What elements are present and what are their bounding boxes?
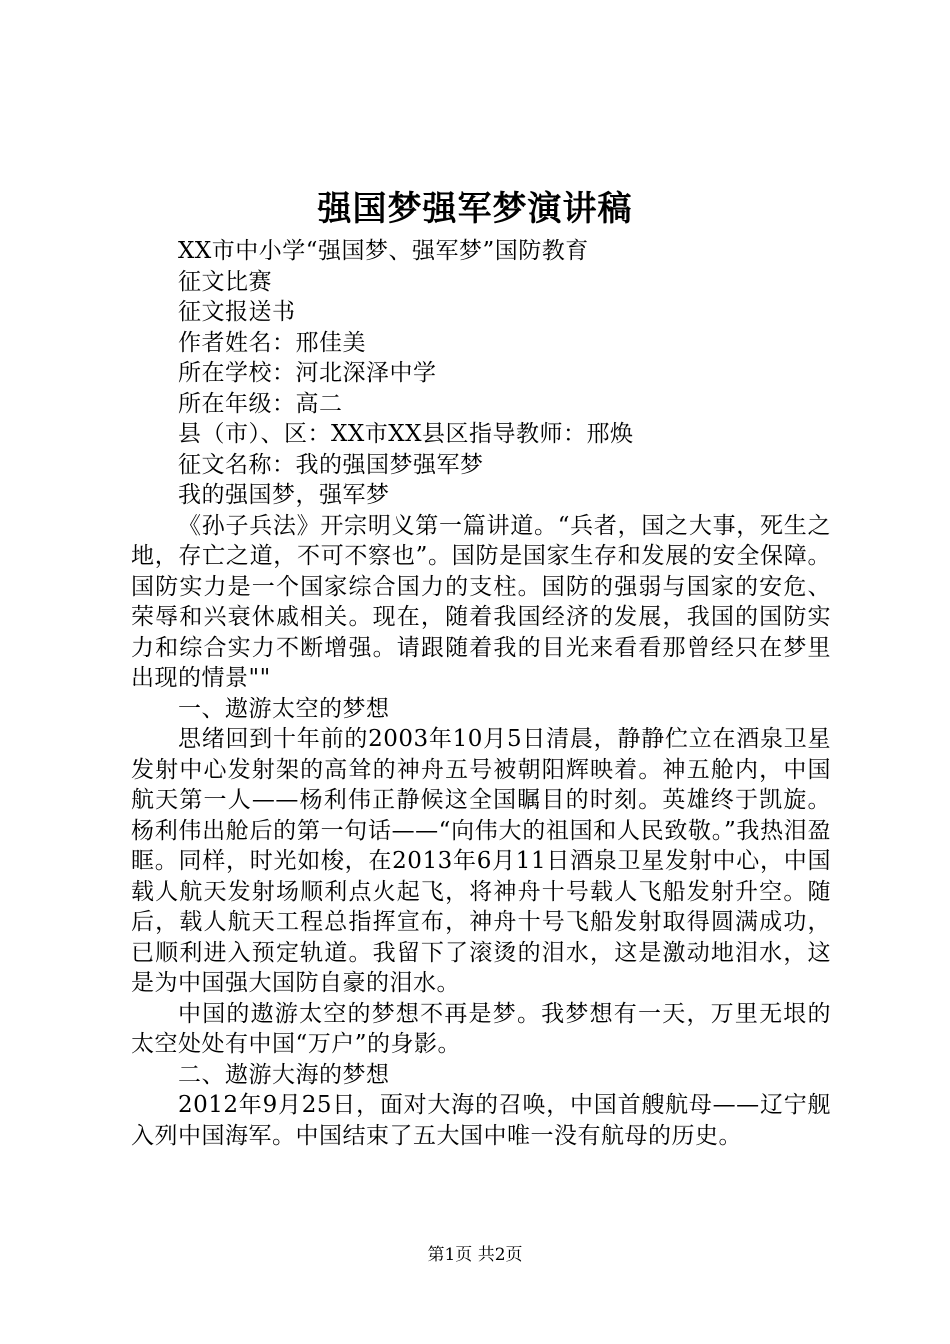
header-line-contest: 征文比赛	[178, 268, 272, 295]
header-line-school: 所在学校：河北深泽中学	[178, 360, 437, 386]
header-line-essay-name: 征文名称：我的强国梦强军梦	[178, 451, 484, 478]
header-line-submission: 征文报送书	[178, 299, 296, 325]
header-line-grade: 所在年级：高二	[178, 390, 343, 417]
header-line-subtitle: 我的强国梦，强军梦	[178, 482, 390, 508]
section-heading-space: 一、遨游太空的梦想	[178, 695, 390, 722]
paragraph-intro: 《孙子兵法》开宗明义第一篇讲道。“兵者，国之大事，死生之地，存亡之道，不可不察也”。国防是国家生存和发展的安全保障。国防实力是一个国家综合国力的支柱。国防的强弱与国家的安危、荣辱和兴衰休戚相关。现在，随着我国经济的发展，我国的国防实力和综合实力不断增强。请跟随着我的目光来看看那曾经只在梦里出现的情景""	[131, 512, 831, 691]
page-number-footer: 第1页 共2页	[427, 1245, 523, 1265]
header-line-competition: XX市中小学“强国梦、强军梦”国防教育	[178, 238, 589, 264]
paragraph-sea-carrier: 2012年9月25日，面对大海的召唤，中国首艘航母——辽宁舰入列中国海军。中国结束了五大国中唯一没有航母的历史。	[131, 1092, 831, 1149]
document-body	[131, 236, 831, 1151]
paragraph-space-history: 思绪回到十年前的2003年10月5日清晨，静静伫立在酒泉卫星发射中心发射架的高耸的神舟五号被朝阳辉映着。神五舱内，中国航天第一人——杨利伟正静候这全国瞩目的时刻。英雄终于凯旋。杨利伟出舱后的第一句话——“向伟大的祖国和人民致敬。”我热泪盈眶。同样，时光如梭，在2013年6月11日酒泉卫星发射中心，中国载人航天发射场顺利点火起飞，将神舟十号载人飞船发射升空。随后，载人航天工程总指挥宣布，神舟十号飞船发射取得圆满成功，已顺利进入预定轨道。我留下了滚烫的泪水，这是激动地泪水，这是为中国强大国防自豪的泪水。	[131, 726, 831, 996]
section-heading-sea: 二、遨游大海的梦想	[178, 1061, 390, 1088]
header-line-author: 作者姓名：邢佳美	[178, 329, 366, 356]
header-line-district-teacher: 县（市）、区：XX市XX县区指导教师：邢焕	[178, 421, 634, 447]
paragraph-space-dream: 中国的遨游太空的梦想不再是梦。我梦想有一天，万里无垠的太空处处有中国“万户”的身影。	[131, 1000, 831, 1057]
document-title: 强国梦强军梦演讲稿	[317, 189, 633, 229]
